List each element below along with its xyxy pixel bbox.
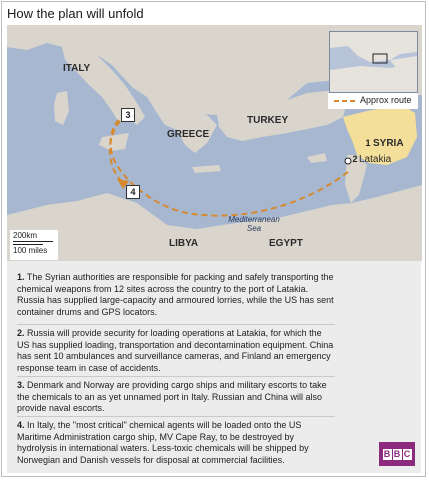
city-label-latakia: Latakia bbox=[359, 154, 392, 165]
bbc-logo bbox=[379, 442, 415, 466]
sea-label-line2: Sea bbox=[246, 224, 262, 233]
note-number: 2. bbox=[17, 328, 25, 338]
note-text: Russia will provide security for loading operations at Latakia, for which the US has supplied loading, transportation and decontamination equipment. China has sent 10 ambulances and surveillance cameras, and Finland an emergency response team in case of accidents. bbox=[17, 328, 334, 373]
marker-3: 3 bbox=[121, 108, 135, 122]
marker-1: 1 bbox=[365, 138, 371, 148]
note-number: 4. bbox=[17, 420, 25, 430]
cyprus-land bbox=[307, 153, 327, 163]
note-text: The Syrian authorities are responsible for packing and safely transporting the chemical weapons from 12 sites across the country to the port of Latakia. Russia has supplied large-capacity and armoured lorries, while the US has sent container drums and GPS locators. bbox=[17, 272, 334, 317]
sea-label-line1: Mediterranean bbox=[228, 215, 280, 224]
country-label-turkey: TURKEY bbox=[247, 115, 289, 126]
note-number: 3. bbox=[17, 380, 25, 390]
locator-africa bbox=[330, 64, 417, 92]
scale-km-bar bbox=[13, 241, 53, 242]
note-divider bbox=[17, 416, 335, 417]
scale-km-label: 200km bbox=[13, 231, 38, 240]
note-text: Denmark and Norway are providing cargo ships and military escorts to take the chemicals to an as yet unnamed port in Italy. Russian and China will also provide naval escorts. bbox=[17, 380, 327, 413]
legend bbox=[328, 93, 418, 109]
note-1 bbox=[17, 272, 335, 318]
notes-panel bbox=[7, 261, 421, 473]
note-divider bbox=[17, 324, 335, 325]
sardinia-land bbox=[54, 91, 69, 125]
marker-2: 2 bbox=[352, 154, 358, 164]
locator-asia bbox=[390, 56, 417, 68]
locator-inset-map bbox=[329, 31, 418, 93]
sicily-land bbox=[99, 133, 129, 151]
note-3 bbox=[17, 380, 335, 415]
country-label-egypt: EGYPT bbox=[269, 238, 303, 249]
africa-land bbox=[7, 185, 422, 261]
crete-land bbox=[192, 165, 221, 173]
note-4 bbox=[17, 420, 335, 466]
sea-label bbox=[224, 215, 284, 233]
country-label-italy: ITALY bbox=[63, 63, 91, 74]
note-text: In Italy, the "most critical" chemical agents will be loaded onto the US Maritime Administration cargo ship, MV Cape Ray, to be destroyed by hydrolysis in international waters. Less-toxic chemicals will be shipped by Norwegian and Danish vessels for disposal at commercial facilities. bbox=[17, 420, 309, 465]
scale-bar bbox=[10, 230, 58, 260]
bbc-logo-letter: C bbox=[403, 448, 411, 459]
country-label-greece: GREECE bbox=[167, 129, 210, 140]
note-2 bbox=[17, 328, 335, 374]
marker-4: 4 bbox=[126, 185, 140, 199]
page-title: How the plan will unfold bbox=[7, 6, 144, 21]
legend-route-swatch bbox=[334, 100, 356, 102]
bbc-logo-letter: B bbox=[393, 448, 401, 459]
scale-miles-bar bbox=[13, 244, 43, 245]
note-number: 1. bbox=[17, 272, 25, 282]
note-divider bbox=[17, 376, 335, 377]
bbc-logo-letter: B bbox=[383, 448, 391, 459]
scale-miles-label: 100 miles bbox=[13, 246, 48, 255]
country-label-libya: LIBYA bbox=[169, 238, 199, 249]
legend-route-label: Approx route bbox=[360, 95, 412, 105]
locator-svg bbox=[330, 32, 417, 92]
country-label-syria: SYRIA bbox=[373, 138, 404, 149]
map bbox=[7, 25, 422, 261]
